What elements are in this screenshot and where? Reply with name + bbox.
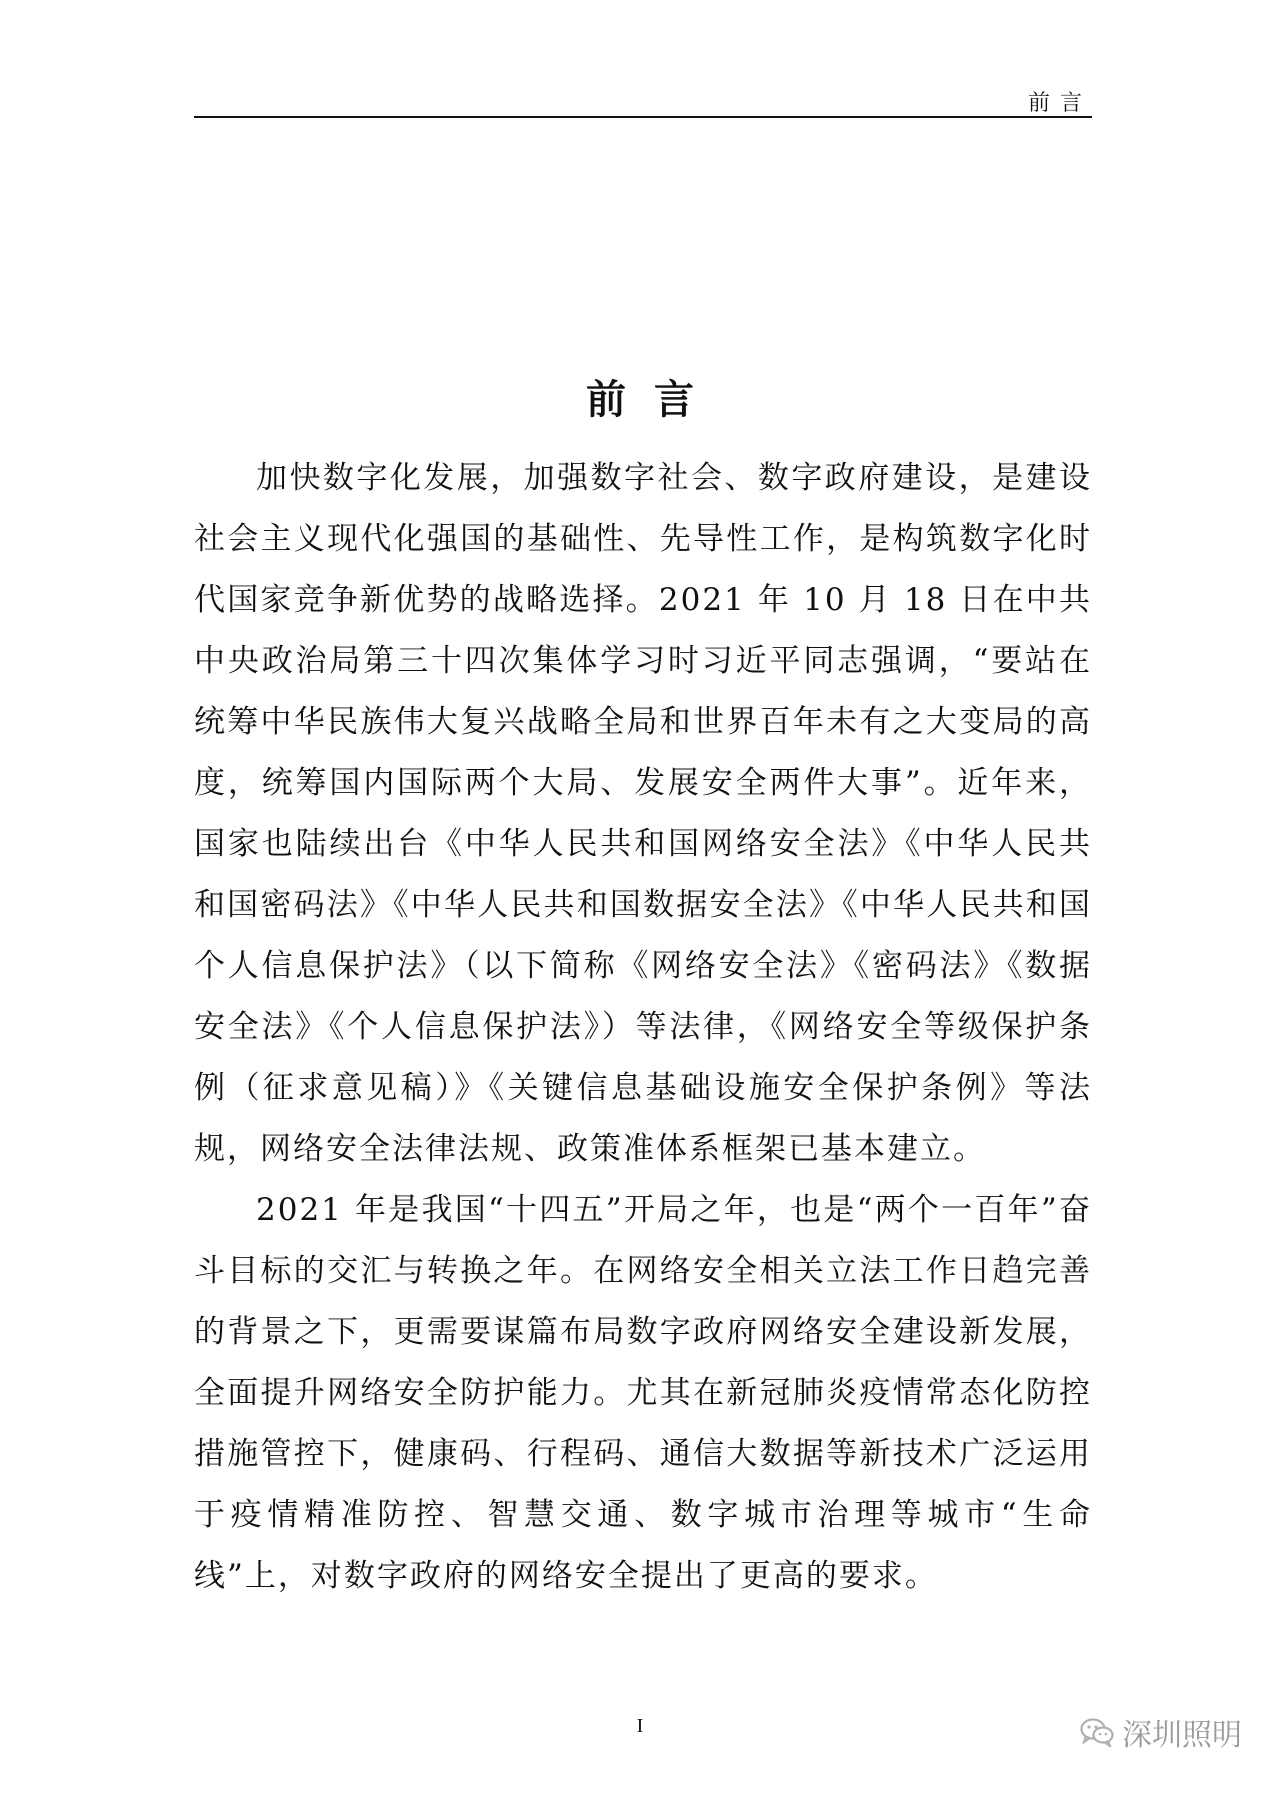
watermark-text: 深圳照明 [1122,1718,1242,1753]
header-divider [194,116,1092,118]
document-body [194,448,1092,1607]
paragraph-2: 2021 年是我国“十四五”开局之年，也是“两个一百年”奋斗目标的交汇与转换之年。在网络安全相关立法工作日趋完善的背景之下，更需要谋篇布局数字政府网络安全建设新发展，全面提升网络安全防护能力。尤其在新冠肺炎疫情常态化防控措施管控下，健康码、行程码、通信大数据等新技术广泛运用于疫情精准防控、智慧交通、数字城市治理等城市“生命线”上，对数字政府的网络安全提出了更高的要求。 [194,1192,1092,1594]
wechat-icon [1080,1717,1114,1747]
page-title: 前言 [586,377,722,423]
page-number: I [636,1715,644,1737]
watermark [1080,1710,1242,1754]
paragraph-1: 加快数字化发展，加强数字社会、数字政府建设，是建设社会主义现代化强国的基础性、先导性工作，是构筑数字化时代国家竞争新优势的战略选择。2021 年 10 月 18 日在中共中央政治局第三十四次集体学习时习近平同志强调，“要站在统筹中华民族伟大复兴战略全局和世界百年未有之大变局的高度，统筹国内国际两个大局、发展安全两件大事”。近年来，国家也陆续出台《中华人民共和国网络安全法》《中华人民共和国密码法》《中华人民共和国数据安全法》《中华人民共和国个人信息保护法》（以下简称《网络安全法》《密码法》《数据安全法》《个人信息保护法》）等法律，《网络安全等级保护条例（征求意见稿）》《关键信息基础设施安全保护条例》等法规，网络安全法律法规、政策准体系框架已基本建立。 [194,460,1092,1167]
running-header-title: 前言 [1027,91,1092,116]
